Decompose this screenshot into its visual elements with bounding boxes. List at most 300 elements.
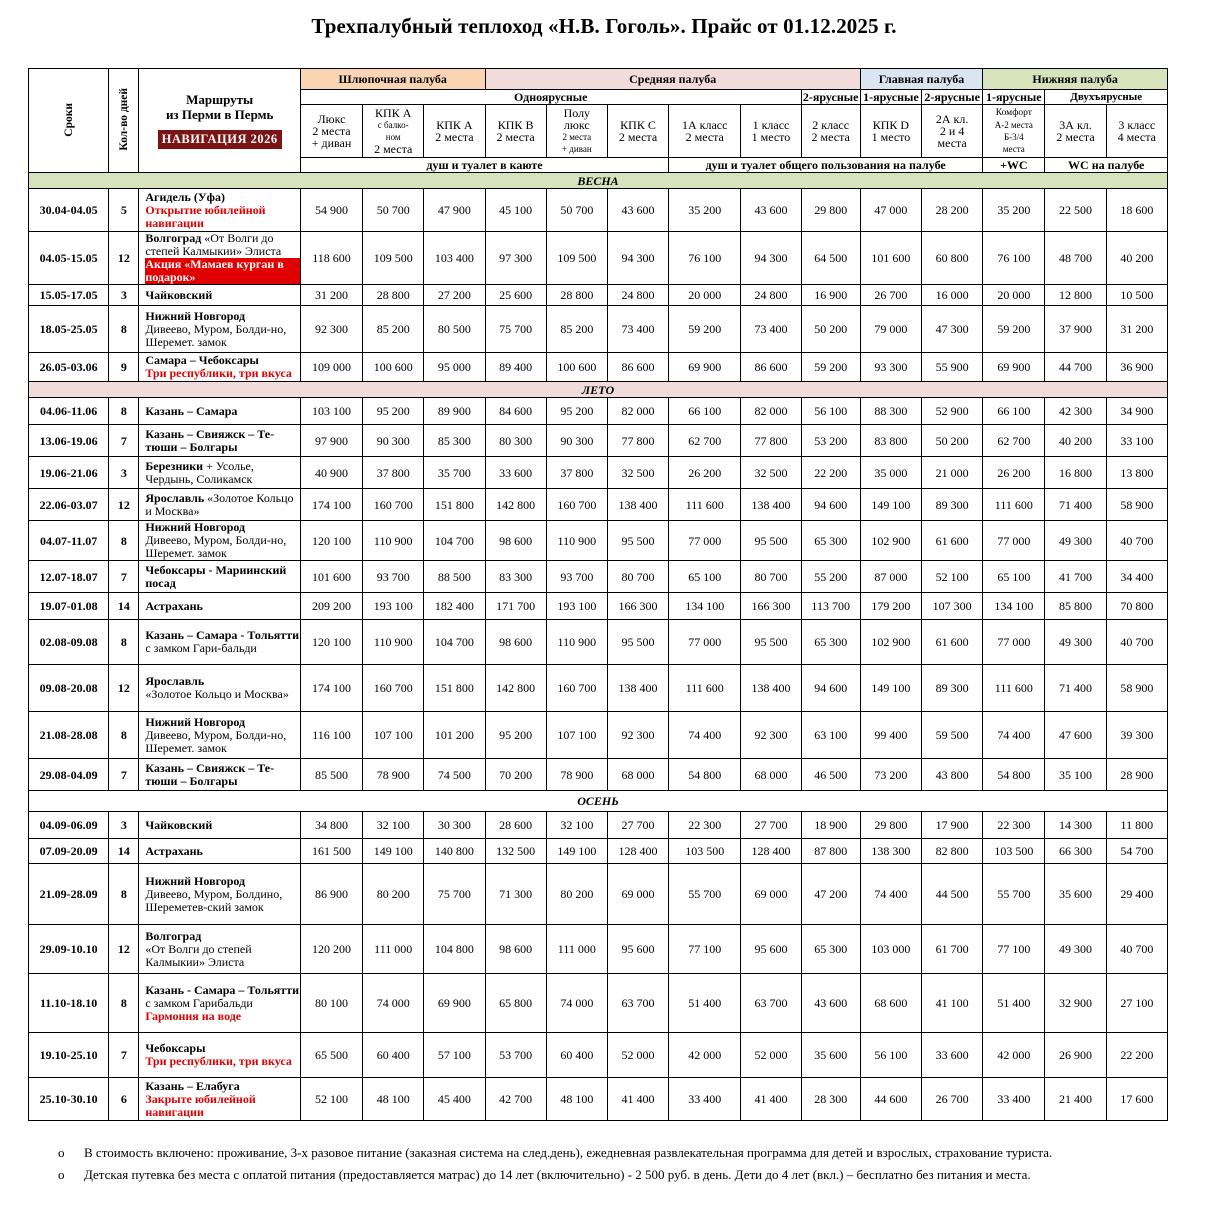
- cell-price: 45 100: [485, 189, 546, 232]
- cell-price: 111 600: [983, 665, 1045, 712]
- cell-price: 74 400: [860, 864, 921, 925]
- cell-price: 77 000: [983, 620, 1045, 665]
- cell-price: 47 300: [922, 306, 983, 353]
- cell-price: 60 400: [363, 1033, 424, 1078]
- cell-price: 42 000: [669, 1033, 741, 1078]
- cell-price: 95 500: [741, 620, 801, 665]
- cabin-header: КПК С 2 места: [607, 105, 668, 158]
- cell-price: 110 900: [546, 521, 607, 561]
- cell-route: [139, 712, 301, 759]
- cell-price: 44 700: [1045, 353, 1106, 382]
- route-part: Дивеево, Муром, Болди-но, Шеремет. замок: [145, 727, 287, 755]
- sub-two-mid: 2-ярусные: [802, 90, 859, 104]
- cell-dates: 02.08-09.08: [29, 620, 109, 665]
- cell-price: 83 800: [860, 425, 921, 457]
- cell-days: 8: [109, 306, 139, 353]
- table-row: [29, 839, 1168, 864]
- cell-price: 54 700: [1106, 839, 1167, 864]
- facility-shared: душ и туалет общего пользования на палубе: [669, 158, 983, 173]
- cell-dates: 19.06-21.06: [29, 457, 109, 489]
- cell-price: 55 900: [922, 353, 983, 382]
- table-row: [29, 189, 1168, 232]
- cell-price: 95 500: [741, 521, 801, 561]
- cell-price: 90 300: [363, 425, 424, 457]
- cell-price: 82 000: [607, 398, 668, 425]
- cell-price: 57 100: [424, 1033, 485, 1078]
- cell-price: 61 600: [922, 620, 983, 665]
- cell-price: 80 700: [607, 561, 668, 593]
- cell-days: 12: [109, 665, 139, 712]
- cell-price: 39 300: [1106, 712, 1167, 759]
- cell-price: 28 300: [801, 1078, 860, 1121]
- cell-price: 113 700: [801, 593, 860, 620]
- cell-price: 75 700: [424, 864, 485, 925]
- cell-route: [139, 353, 301, 382]
- cell-price: 33 600: [485, 457, 546, 489]
- cell-price: 74 500: [424, 759, 485, 791]
- cell-price: 85 800: [1045, 593, 1106, 620]
- cell-price: 41 100: [922, 974, 983, 1033]
- cell-dates: 22.06-03.07: [29, 489, 109, 521]
- cell-price: 85 200: [363, 306, 424, 353]
- cell-price: 142 800: [485, 489, 546, 521]
- cell-price: 110 900: [363, 620, 424, 665]
- cell-price: 47 200: [801, 864, 860, 925]
- season-label: ОСЕНЬ: [29, 791, 1168, 812]
- route-part: «От Волги до степей Калмыкии» Элиста: [145, 941, 252, 969]
- cell-price: 86 600: [741, 353, 801, 382]
- cell-price: 77 800: [607, 425, 668, 457]
- route-part: Казань – Самара: [145, 403, 238, 418]
- cell-price: 99 400: [860, 712, 921, 759]
- cell-price: 111 600: [669, 489, 741, 521]
- sub-two-main: 2-ярусные: [922, 90, 983, 105]
- cell-price: 111 000: [546, 925, 607, 974]
- cell-price: 64 500: [801, 232, 860, 285]
- cell-route: [139, 425, 301, 457]
- cell-price: 49 300: [1045, 925, 1106, 974]
- route-part: Гармония на воде: [145, 1008, 242, 1023]
- cell-price: 56 100: [860, 1033, 921, 1078]
- route-part: «Золотое Кольцо и Москва»: [145, 687, 289, 701]
- cell-route: [139, 1078, 301, 1121]
- route-part: Акция «Мамаев курган в подарок»: [145, 258, 300, 284]
- cell-price: 31 200: [1106, 306, 1167, 353]
- cell-price: 193 100: [546, 593, 607, 620]
- cell-price: 98 600: [485, 925, 546, 974]
- cell-price: 50 200: [922, 425, 983, 457]
- cell-price: 107 300: [922, 593, 983, 620]
- cell-price: 29 800: [801, 189, 860, 232]
- cell-price: 102 900: [860, 620, 921, 665]
- cell-price: 59 200: [983, 306, 1045, 353]
- cell-price: 40 700: [1106, 620, 1167, 665]
- cell-price: 110 900: [363, 521, 424, 561]
- route-part: «Золотое Кольцо и Москва»: [145, 490, 294, 518]
- route-part: Волгоград: [145, 928, 202, 943]
- route-part: Закрыте юбилейной навигации: [145, 1091, 256, 1119]
- cell-price: 58 900: [1106, 665, 1167, 712]
- cell-price: 95 600: [607, 925, 668, 974]
- cell-price: 32 500: [741, 457, 801, 489]
- cell-price: 12 800: [1045, 285, 1106, 306]
- cell-price: 52 000: [741, 1033, 801, 1078]
- cell-route: [139, 759, 301, 791]
- cell-days: 3: [109, 285, 139, 306]
- cell-price: 63 700: [607, 974, 668, 1033]
- cell-price: 66 100: [669, 398, 741, 425]
- cell-price: 95 000: [424, 353, 485, 382]
- cell-price: 59 500: [922, 712, 983, 759]
- cell-price: 138 400: [607, 489, 668, 521]
- cell-price: 58 900: [1106, 489, 1167, 521]
- cell-price: 33 400: [983, 1078, 1045, 1121]
- cell-price: 43 600: [801, 974, 860, 1033]
- cell-price: 101 600: [300, 561, 362, 593]
- cell-price: 174 100: [300, 489, 362, 521]
- cell-price: 149 100: [860, 665, 921, 712]
- cell-price: 34 800: [300, 812, 362, 839]
- cell-price: 51 400: [669, 974, 741, 1033]
- cell-price: 11 800: [1106, 812, 1167, 839]
- cell-price: 120 100: [300, 620, 362, 665]
- cell-price: 35 600: [801, 1033, 860, 1078]
- cell-price: 35 100: [1045, 759, 1106, 791]
- route-part: Дивеево, Муром, Болди-но, Шеремет. замок: [145, 321, 287, 349]
- table-row: [29, 561, 1168, 593]
- cell-price: 48 100: [546, 1078, 607, 1121]
- cell-price: 109 000: [300, 353, 362, 382]
- cell-price: 78 900: [363, 759, 424, 791]
- header-dates: Сроки: [29, 69, 109, 173]
- cell-price: 70 800: [1106, 593, 1167, 620]
- cell-price: 100 600: [363, 353, 424, 382]
- cell-days: 7: [109, 425, 139, 457]
- cell-price: 111 000: [363, 925, 424, 974]
- price-table: [28, 68, 1168, 1121]
- cell-price: 21 400: [1045, 1078, 1106, 1121]
- cell-price: 40 700: [1106, 521, 1167, 561]
- route-part: Нижний Новгород: [145, 520, 246, 534]
- cell-price: 68 600: [860, 974, 921, 1033]
- cell-price: 111 600: [669, 665, 741, 712]
- cell-price: 56 100: [801, 398, 860, 425]
- cell-price: 71 400: [1045, 489, 1106, 521]
- cell-price: 35 700: [424, 457, 485, 489]
- cell-price: 40 700: [1106, 925, 1167, 974]
- cell-price: 18 600: [1106, 189, 1167, 232]
- cell-price: 28 200: [922, 189, 983, 232]
- cell-price: 65 800: [485, 974, 546, 1033]
- cell-price: 102 900: [860, 521, 921, 561]
- cell-price: 71 400: [1045, 665, 1106, 712]
- deck-lower: Нижняя палуба: [983, 69, 1168, 90]
- cell-route: [139, 839, 301, 864]
- cell-price: 85 300: [424, 425, 485, 457]
- cell-price: 35 000: [860, 457, 921, 489]
- cell-price: 109 500: [546, 232, 607, 285]
- cell-days: 8: [109, 974, 139, 1033]
- cell-dates: 30.04-04.05: [29, 189, 109, 232]
- cell-price: 10 500: [1106, 285, 1167, 306]
- cell-price: 48 700: [1045, 232, 1106, 285]
- cell-price: 61 700: [922, 925, 983, 974]
- cell-price: 65 100: [983, 561, 1045, 593]
- cell-price: 74 000: [546, 974, 607, 1033]
- cell-price: 48 100: [363, 1078, 424, 1121]
- cell-price: 68 000: [741, 759, 801, 791]
- cell-route: [139, 521, 301, 561]
- cell-dates: 04.06-11.06: [29, 398, 109, 425]
- cell-price: 161 500: [300, 839, 362, 864]
- facility-cabin: душ и туалет в каюте: [300, 158, 668, 173]
- cell-price: 27 200: [424, 285, 485, 306]
- cell-price: 42 000: [983, 1033, 1045, 1078]
- cell-price: 59 200: [669, 306, 741, 353]
- cell-price: 109 500: [363, 232, 424, 285]
- cell-dates: 25.10-30.10: [29, 1078, 109, 1121]
- cell-price: 26 700: [860, 285, 921, 306]
- cell-price: 13 800: [1106, 457, 1167, 489]
- table-row: [29, 521, 1168, 561]
- table-row: [29, 925, 1168, 974]
- cell-price: 53 700: [485, 1033, 546, 1078]
- cell-days: 14: [109, 839, 139, 864]
- cell-price: 74 000: [363, 974, 424, 1033]
- route-part: Три республики, три вкуса: [145, 1054, 292, 1068]
- cell-price: 28 900: [1106, 759, 1167, 791]
- route-part: Казань – Свияжск – Те-тюши – Болгары: [145, 426, 275, 454]
- cell-price: 95 200: [546, 398, 607, 425]
- cell-days: 3: [109, 812, 139, 839]
- facility-wc-deck: WC на палубе: [1045, 158, 1168, 173]
- table-row: [29, 1033, 1168, 1078]
- cell-price: 32 900: [1045, 974, 1106, 1033]
- table-row: [29, 306, 1168, 353]
- cell-price: 51 400: [983, 974, 1045, 1033]
- cell-price: 89 300: [922, 489, 983, 521]
- cell-price: 54 800: [669, 759, 741, 791]
- cell-dates: 07.09-20.09: [29, 839, 109, 864]
- cell-price: 209 200: [300, 593, 362, 620]
- table-row: [29, 593, 1168, 620]
- cell-price: 65 300: [801, 521, 860, 561]
- cell-price: 45 400: [424, 1078, 485, 1121]
- cell-price: 46 500: [801, 759, 860, 791]
- cell-price: 22 300: [669, 812, 741, 839]
- season-row: [29, 173, 1168, 189]
- cell-price: 138 400: [741, 489, 801, 521]
- cell-route: [139, 398, 301, 425]
- notes: [58, 1142, 1052, 1186]
- cell-dates: 29.09-10.10: [29, 925, 109, 974]
- cell-route: [139, 925, 301, 974]
- cell-price: 82 000: [741, 398, 801, 425]
- cell-price: 32 500: [607, 457, 668, 489]
- cell-price: 103 000: [860, 925, 921, 974]
- cell-price: 100 600: [546, 353, 607, 382]
- cell-price: 33 400: [669, 1078, 741, 1121]
- cell-price: 82 800: [922, 839, 983, 864]
- cell-price: 80 200: [546, 864, 607, 925]
- cell-price: 97 300: [485, 232, 546, 285]
- cell-price: 149 100: [363, 839, 424, 864]
- cabin-header: КПК В 2 места: [485, 105, 546, 158]
- cell-price: 52 000: [607, 1033, 668, 1078]
- cell-route: [139, 620, 301, 665]
- route-part: Нижний Новгород: [145, 714, 246, 729]
- cell-price: 37 900: [1045, 306, 1106, 353]
- cell-price: 77 100: [983, 925, 1045, 974]
- cell-price: 69 900: [424, 974, 485, 1033]
- cell-price: 68 000: [607, 759, 668, 791]
- cell-price: 70 200: [485, 759, 546, 791]
- cell-route: [139, 457, 301, 489]
- cell-price: 16 800: [1045, 457, 1106, 489]
- cell-price: 33 600: [922, 1033, 983, 1078]
- cell-price: 22 200: [1106, 1033, 1167, 1078]
- cell-price: 94 600: [801, 489, 860, 521]
- route-part: Чайковский: [145, 817, 213, 832]
- deck-middle: Средняя палуба: [485, 69, 860, 90]
- cell-price: 74 400: [983, 712, 1045, 759]
- cell-price: 18 900: [801, 812, 860, 839]
- route-part: Дивеево, Муром, Болди-но, Шеремет. замок: [145, 533, 287, 560]
- table-row: [29, 974, 1168, 1033]
- table-row: [29, 620, 1168, 665]
- cell-price: 107 100: [546, 712, 607, 759]
- cell-price: 80 100: [300, 974, 362, 1033]
- cabin-header: 3 класс 4 места: [1106, 105, 1167, 158]
- cell-price: 95 200: [485, 712, 546, 759]
- cell-price: 86 600: [607, 353, 668, 382]
- table-row: [29, 665, 1168, 712]
- cell-price: 95 200: [363, 398, 424, 425]
- cell-price: 31 200: [300, 285, 362, 306]
- route-part: Казань – Свияжск – Те-тюши – Болгары: [145, 760, 275, 788]
- cell-price: 80 200: [363, 864, 424, 925]
- header-days: Кол-во дней: [109, 69, 139, 173]
- cell-price: 50 700: [363, 189, 424, 232]
- table-row: [29, 812, 1168, 839]
- cell-days: 7: [109, 759, 139, 791]
- cabin-header: 1 класс 1 место: [741, 105, 801, 158]
- cell-price: 69 900: [669, 353, 741, 382]
- route-part: с замком Гари-бальди: [145, 641, 257, 655]
- cell-price: 49 300: [1045, 620, 1106, 665]
- cell-price: 76 100: [669, 232, 741, 285]
- cell-price: 47 900: [424, 189, 485, 232]
- route-part: Агидель (Уфа): [145, 189, 225, 204]
- cell-route: [139, 812, 301, 839]
- cell-price: 80 700: [741, 561, 801, 593]
- cell-price: 62 700: [983, 425, 1045, 457]
- cell-price: 120 100: [300, 521, 362, 561]
- sub-one-low: 1-ярусные: [983, 90, 1045, 105]
- cell-price: 80 500: [424, 306, 485, 353]
- cell-price: 88 300: [860, 398, 921, 425]
- cell-price: 85 500: [300, 759, 362, 791]
- cell-price: 24 800: [741, 285, 801, 306]
- cell-price: 77 000: [669, 521, 741, 561]
- cell-price: 62 700: [669, 425, 741, 457]
- cell-price: 35 200: [983, 189, 1045, 232]
- cell-route: [139, 864, 301, 925]
- route-part: Ярославль: [145, 674, 205, 688]
- cell-dates: 18.05-25.05: [29, 306, 109, 353]
- cell-price: 43 600: [741, 189, 801, 232]
- cell-price: 77 100: [669, 925, 741, 974]
- sub-two-low: Двухъярусные: [1045, 90, 1168, 105]
- cell-price: 32 100: [546, 812, 607, 839]
- cell-price: 78 900: [546, 759, 607, 791]
- sub-single: Одноярусные: [300, 90, 801, 105]
- cell-days: 6: [109, 1078, 139, 1121]
- cell-price: 104 700: [424, 521, 485, 561]
- cell-price: 80 300: [485, 425, 546, 457]
- cell-route: [139, 1033, 301, 1078]
- cell-route: [139, 306, 301, 353]
- cabin-header: 3А кл. 2 места: [1045, 105, 1106, 158]
- cell-price: 16 000: [922, 285, 983, 306]
- cell-days: 8: [109, 620, 139, 665]
- cell-price: 134 100: [669, 593, 741, 620]
- cell-price: 22 500: [1045, 189, 1106, 232]
- cell-price: 27 700: [607, 812, 668, 839]
- facility-wc: +WC: [983, 158, 1045, 173]
- deck-main: Главная палуба: [860, 69, 982, 90]
- cell-price: 40 200: [1106, 232, 1167, 285]
- route-part: с замком Гарибальди: [145, 995, 253, 1010]
- cell-price: 30 300: [424, 812, 485, 839]
- cell-price: 43 800: [922, 759, 983, 791]
- cell-price: 104 700: [424, 620, 485, 665]
- cell-price: 71 300: [485, 864, 546, 925]
- cell-dates: 04.09-06.09: [29, 812, 109, 839]
- cell-price: 92 300: [607, 712, 668, 759]
- cell-price: 25 600: [485, 285, 546, 306]
- cabin-header: 2 класс 2 места: [801, 105, 860, 158]
- cell-price: 26 200: [983, 457, 1045, 489]
- cell-price: 116 100: [300, 712, 362, 759]
- cell-price: 87 000: [860, 561, 921, 593]
- cell-price: 93 700: [363, 561, 424, 593]
- route-part: Волгоград: [145, 231, 202, 245]
- cell-price: 73 400: [607, 306, 668, 353]
- cell-price: 17 600: [1106, 1078, 1167, 1121]
- cell-price: 16 900: [801, 285, 860, 306]
- route-part: Три республики, три вкуса: [145, 366, 292, 380]
- cell-price: 29 800: [860, 812, 921, 839]
- cell-dates: 29.08-04.09: [29, 759, 109, 791]
- cell-price: 111 600: [983, 489, 1045, 521]
- cabin-header: Полу люкс 2 места + диван: [546, 105, 607, 158]
- cell-price: 128 400: [741, 839, 801, 864]
- cell-price: 151 800: [424, 665, 485, 712]
- cell-price: 42 300: [1045, 398, 1106, 425]
- cell-price: 94 600: [801, 665, 860, 712]
- route-part: Березники: [145, 458, 204, 473]
- cell-price: 41 400: [607, 1078, 668, 1121]
- cell-days: 5: [109, 189, 139, 232]
- cabin-header: КПК D 1 место: [860, 105, 921, 158]
- cell-price: 63 700: [741, 974, 801, 1033]
- cell-price: 101 200: [424, 712, 485, 759]
- cell-price: 73 200: [860, 759, 921, 791]
- cell-price: 88 500: [424, 561, 485, 593]
- cell-dates: 19.10-25.10: [29, 1033, 109, 1078]
- cell-price: 95 500: [607, 521, 668, 561]
